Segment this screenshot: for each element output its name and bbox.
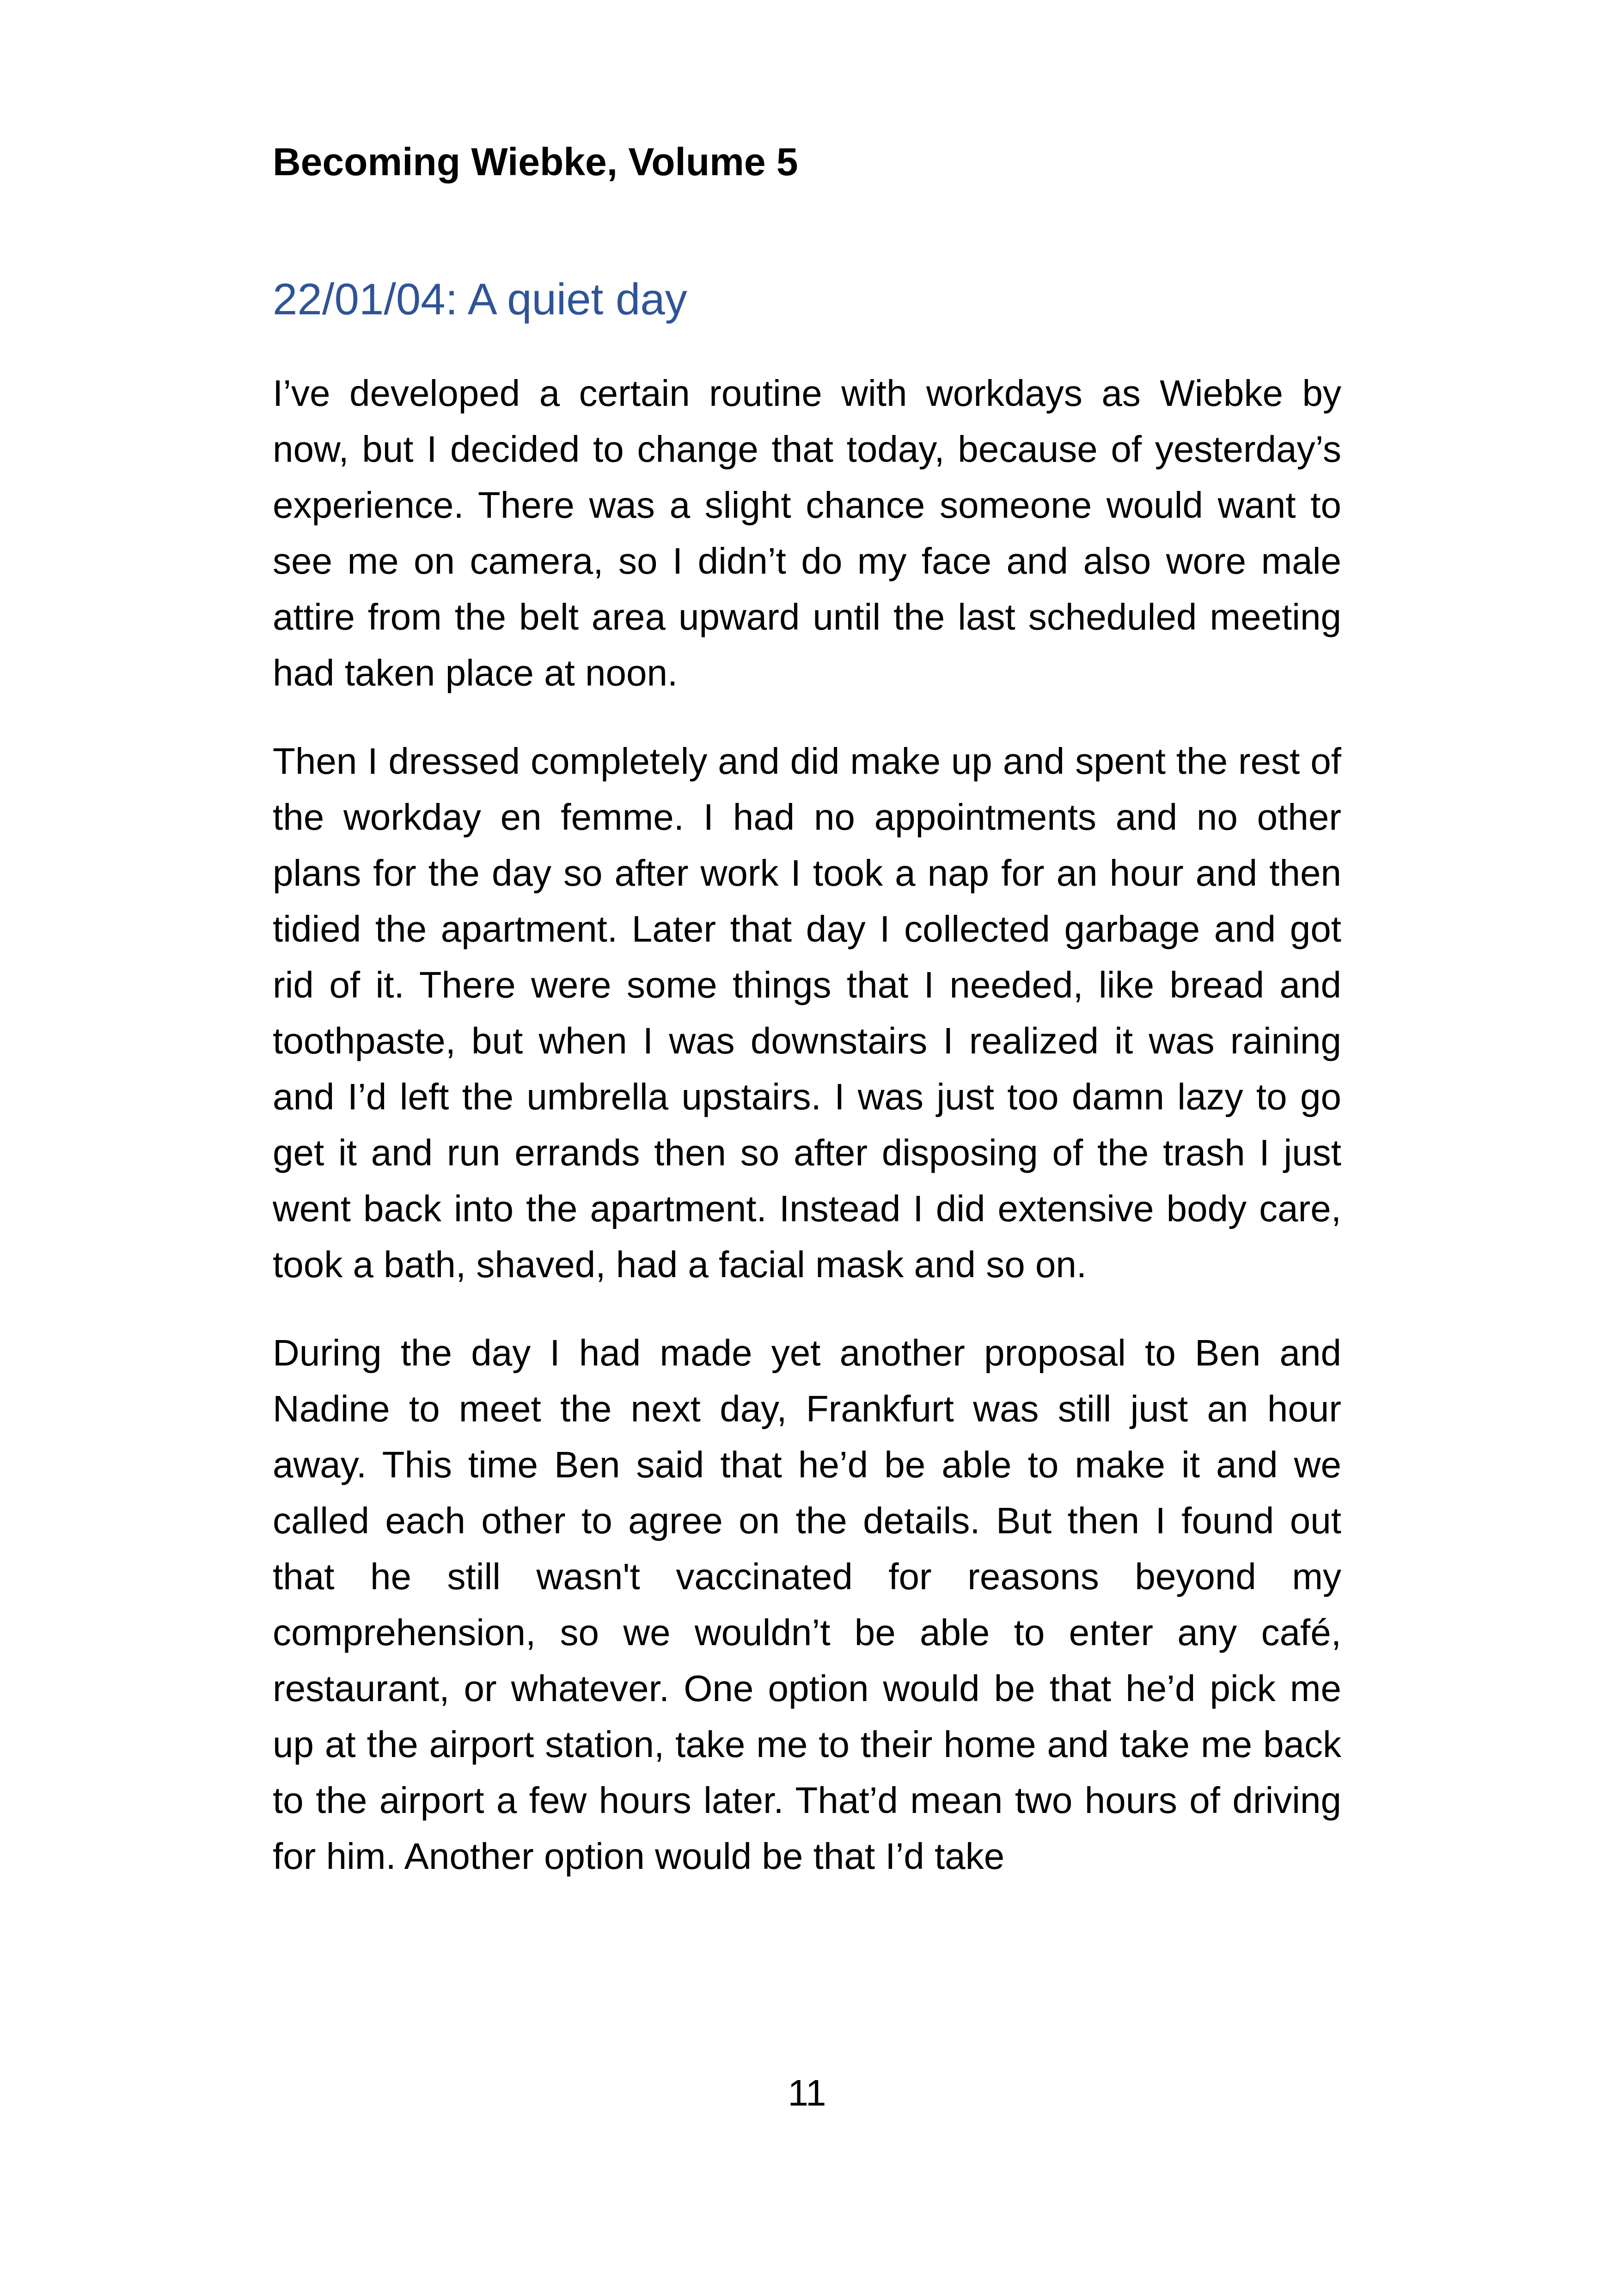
paragraph-1: I’ve developed a certain routine with workdays as Wiebke by now, but I decided to change that today, because of yesterday’s experience. There was a slight chance someone would want to see me on camera, so I didn’t do my face and also wore male attire from the belt area upward until the last scheduled meeting had taken place at noon. — [273, 373, 1341, 693]
chapter-title: 22/01/04: A quiet day — [273, 275, 687, 324]
page-number: 11 — [788, 2072, 826, 2113]
paragraph-3: During the day I had made yet another proposal to Ben and Nadine to meet the next day, Frankfurt was still just an hour away. This time Ben said that he’d be able to make it and we called each other to agree on the details. But then I found out that he still wasn't vaccinated for reasons beyond my comprehension, so we wouldn’t be able to enter any café, restaurant, or whatever. One option would be that he’d pick me up at the airport station, take me to their home and take me back to the airport a few hours later. That’d mean two hours of driving for him. Another option would be that I’d take — [273, 1332, 1341, 1877]
body-text — [273, 365, 1341, 1916]
paragraph-2: Then I dressed completely and did make up and spent the rest of the workday en femme. I had no appointments and no other plans for the day so after work I took a nap for an hour and then tidied the apartment. Later that day I collected garbage and got rid of it. There were some things that I needed, like bread and toothpaste, but when I was downstairs I realized it was raining and I’d left the umbrella upstairs. I was just too damn lazy to go get it and run errands then so after disposing of the trash I just went back into the apartment. Instead I did extensive body care, took a bath, shaved, had a facial mask and so on. — [273, 741, 1341, 1285]
running-header: Becoming Wiebke, Volume 5 — [273, 140, 798, 184]
